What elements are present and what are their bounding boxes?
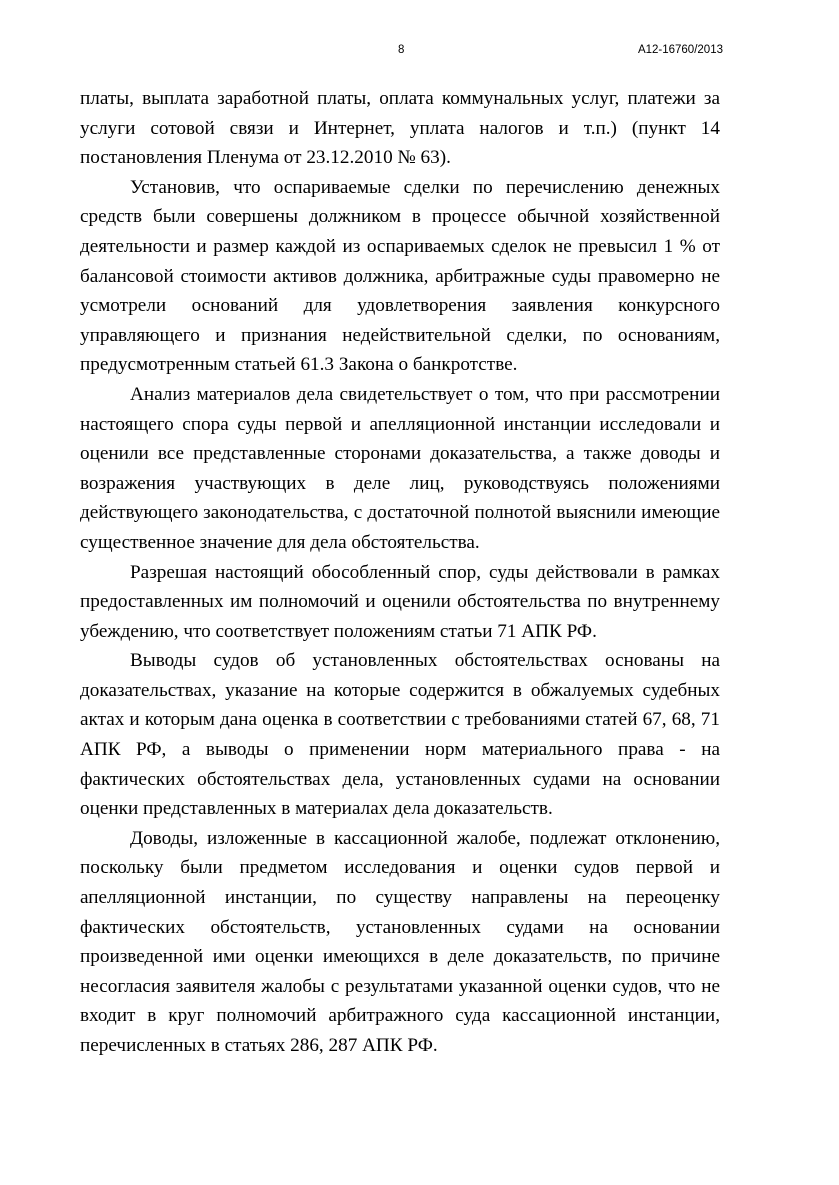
page-number: 8	[398, 44, 405, 56]
document-body	[80, 84, 720, 1061]
page-header	[0, 44, 839, 64]
paragraph: Разрешая настоящий обособленный спор, суды действовали в рамках предоставленных им полномочий и оценили обстоятельства по внутреннему убеждению, что соответствует положениям статьи 71 АПК РФ.	[80, 561, 720, 642]
paragraph: Установив, что оспариваемые сделки по перечислению денежных средств были совершены должником в процессе обычной хозяйственной деятельности и размер каждой из оспариваемых сделок не превысил 1 % от балансовой стоимости активов должника, арбитражные суды правомерно не усмотрели оснований для удовлетворения заявления конкурсного управляющего и признания недействительной сделки, по основаниям, предусмотренным статьей 61.3 Закона о банкротстве.	[80, 176, 720, 376]
paragraph: Выводы судов об установленных обстоятельствах основаны на доказательствах, указание на которые содержится в обжалуемых судебных актах и которым дана оценка в соответствии с требованиями статей 67, 68, 71 АПК РФ, а выводы о применении норм материального права - на фактических обстоятельствах дела, установленных судами на основании оценки представленных в материалах дела доказательств.	[80, 650, 720, 820]
paragraph-continuation: платы, выплата заработной платы, оплата коммунальных услуг, платежи за услуги сотовой связи и Интернет, уплата налогов и т.п.) (пункт 14 постановления Пленума от 23.12.2010 № 63).	[80, 88, 720, 169]
paragraph: Анализ материалов дела свидетельствует о том, что при рассмотрении настоящего спора суды первой и апелляционной инстанции исследовали и оценили все представленные сторонами доказательства, а также доводы и возражения участвующих в деле лиц, руководствуясь положениями действующего законодательства, с достаточной полнотой выяснили имеющие существенное значение для дела обстоятельства.	[80, 383, 720, 553]
case-number: А12-16760/2013	[637, 44, 723, 56]
paragraph: Доводы, изложенные в кассационной жалобе, подлежат отклонению, поскольку были предметом исследования и оценки судов первой и апелляционной инстанции, по существу направлены на переоценку фактических обстоятельств, установленных судами на основании произведенной ими оценки имеющихся в деле доказательств, по причине несогласия заявителя жалобы с результатами указанной оценки судов, что не входит в круг полномочий арбитражного суда кассационной инстанции, перечисленных в статьях 286, 287 АПК РФ.	[80, 827, 720, 1056]
